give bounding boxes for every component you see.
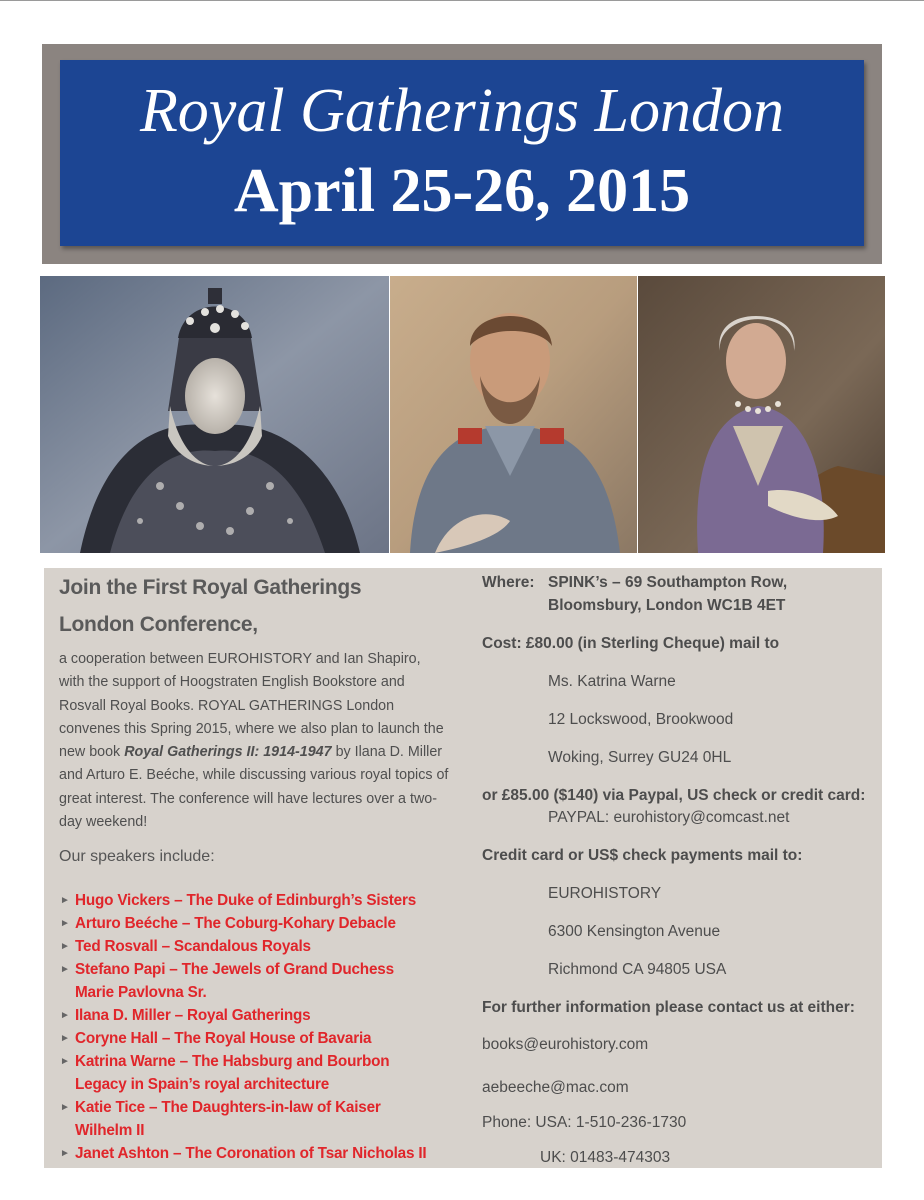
- venue-line1: SPINK’s – 69 Southampton Row,: [548, 574, 788, 591]
- bullet-triangle-icon: ►: [60, 1033, 70, 1044]
- phone-us: Phone: USA: 1-510-236-1730: [482, 1114, 687, 1131]
- intro-paragraph: [59, 648, 449, 834]
- venue-line2: Bloomsbury, London WC1B 4ET: [548, 597, 786, 614]
- speaker-item: [59, 935, 449, 958]
- book-title: Royal Gatherings II: 1914-1947: [124, 744, 332, 761]
- cheque-address2: Woking, Surrey GU24 0HL: [548, 749, 732, 766]
- cheque-address1: 12 Lockswood, Brookwood: [548, 711, 734, 728]
- phone-uk: UK: 01483-474303: [540, 1149, 671, 1166]
- speaker-item: [59, 1027, 449, 1050]
- paypal-line: or £85.00 ($140) via Paypal, US check or credit card:: [482, 787, 866, 804]
- speaker-text: Janet Ashton – The Coronation of Tsar Nicholas II: [75, 1145, 427, 1162]
- bullet-triangle-icon: ►: [60, 1102, 70, 1113]
- speaker-text: Katrina Warne – The Habsburg and Bourbon Legacy in Spain’s royal architecture: [75, 1053, 390, 1093]
- speaker-item: [59, 1142, 449, 1165]
- speaker-text: Katie Tice – The Daughters-in-law of Kaiser Wilhelm II: [75, 1099, 381, 1139]
- speaker-text: Ted Rosvall – Scandalous Royals: [75, 938, 311, 955]
- speaker-item: [59, 1004, 449, 1027]
- speaker-text: Arturo Beéche – The Coburg-Kohary Debacle: [75, 915, 396, 932]
- bullet-triangle-icon: ►: [60, 918, 70, 929]
- email-aebeeche: aebeeche@mac.com: [482, 1079, 629, 1096]
- event-date: April 25-26, 2015: [233, 157, 691, 225]
- speakers-label: Our speakers include:: [59, 848, 215, 865]
- speaker-text: Hugo Vickers – The Duke of Edinburgh’s Sisters: [75, 892, 417, 909]
- speaker-item: [59, 1050, 449, 1096]
- bullet-triangle-icon: ►: [60, 964, 70, 975]
- credit-line: Credit card or US$ check payments mail to:: [482, 847, 803, 864]
- event-title: Royal Gatherings London: [139, 77, 785, 145]
- top-rule: [0, 0, 924, 1]
- portrait-lady-painting: [638, 276, 885, 553]
- speaker-item: [59, 889, 449, 912]
- us-name: EUROHISTORY: [548, 885, 662, 902]
- portrait-empress-photo: [40, 276, 389, 553]
- contact-line: For further information please contact us at either:: [482, 999, 855, 1016]
- bullet-triangle-icon: ►: [60, 895, 70, 906]
- paypal-email: PAYPAL: eurohistory@comcast.net: [548, 809, 790, 826]
- us-address2: Richmond CA 94805 USA: [548, 961, 727, 978]
- intro-heading-line1: Join the First Royal Gatherings: [59, 576, 362, 599]
- speaker-text: Ilana D. Miller – Royal Gatherings: [75, 1007, 311, 1024]
- cost-line: Cost: £80.00 (in Sterling Cheque) mail to: [482, 635, 780, 652]
- intro-text-post: by Ilana D. Miller and Arturo E. Beéche, while discussing various royal topics of great interest. The conference will have lectures over a two-day weekend!: [59, 744, 449, 831]
- portrait-tsar-painting: [390, 276, 637, 553]
- where-label: Where:: [482, 574, 535, 591]
- bullet-triangle-icon: ►: [60, 1010, 70, 1021]
- bullet-triangle-icon: ►: [60, 941, 70, 952]
- us-address1: 6300 Kensington Avenue: [548, 923, 721, 940]
- speaker-text: Coryne Hall – The Royal House of Bavaria: [75, 1030, 372, 1047]
- speaker-item: [59, 958, 449, 1004]
- intro-text-pre: a cooperation between EUROHISTORY and Ian Shapiro, with the support of Hoogstraten English Bookstore and Rosvall Royal Books. ROYAL GATHERINGS London convenes this Spring 2015, where we also plan to launch the new book: [59, 651, 444, 761]
- email-books: books@eurohistory.com: [482, 1036, 649, 1053]
- speaker-text: Stefano Papi – The Jewels of Grand Duchess Marie Pavlovna Sr.: [75, 961, 394, 1001]
- title-banner: [60, 60, 864, 246]
- intro-heading-line2: London Conference,: [59, 613, 258, 636]
- cheque-name: Ms. Katrina Warne: [548, 673, 676, 690]
- speaker-item: [59, 912, 449, 935]
- speakers-list: [59, 889, 449, 1165]
- bullet-triangle-icon: ►: [60, 1148, 70, 1159]
- speaker-item: [59, 1096, 449, 1142]
- bullet-triangle-icon: ►: [60, 1056, 70, 1067]
